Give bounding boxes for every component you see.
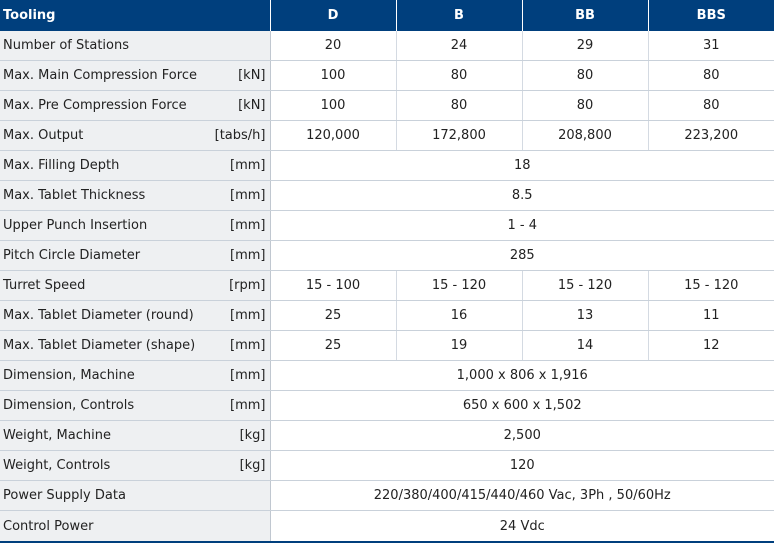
table-row <box>0 241 774 271</box>
row-unit: [mm] <box>230 398 266 413</box>
value-cell-merged: 1,000 x 806 x 1,916 <box>270 361 774 391</box>
row-label-cell <box>0 151 270 181</box>
value-cell: 24 <box>396 31 522 61</box>
row-unit: [mm] <box>230 248 266 263</box>
row-label-wrap <box>3 398 266 413</box>
row-label: Max. Output <box>3 128 84 143</box>
row-label-wrap <box>3 158 266 173</box>
value-cell: 80 <box>648 61 774 91</box>
value-cell-merged: 2,500 <box>270 421 774 451</box>
row-label-cell <box>0 271 270 301</box>
value-cell-merged: 120 <box>270 451 774 481</box>
value-cell-merged: 285 <box>270 241 774 271</box>
row-label-cell <box>0 121 270 151</box>
row-label-cell <box>0 451 270 481</box>
row-unit: [tabs/h] <box>214 128 266 143</box>
row-label: Turret Speed <box>3 278 86 293</box>
row-unit: [rpm] <box>229 278 266 293</box>
row-label-cell <box>0 241 270 271</box>
header-col-d: D <box>270 0 396 31</box>
header-col-b: B <box>396 0 522 31</box>
value-cell-merged: 24 Vdc <box>270 511 774 543</box>
value-cell: 25 <box>270 331 396 361</box>
value-cell: 208,800 <box>522 121 648 151</box>
row-label-cell <box>0 511 270 543</box>
row-unit: [mm] <box>230 338 266 353</box>
row-label: Max. Filling Depth <box>3 158 120 173</box>
row-label-cell <box>0 481 270 511</box>
row-label-wrap <box>3 188 266 203</box>
table-row <box>0 151 774 181</box>
value-cell-merged: 1 - 4 <box>270 211 774 241</box>
value-cell: 11 <box>648 301 774 331</box>
value-cell-merged: 18 <box>270 151 774 181</box>
row-label: Dimension, Machine <box>3 368 135 383</box>
row-label-cell <box>0 211 270 241</box>
row-label-cell <box>0 181 270 211</box>
header-col-bbs: BBS <box>648 0 774 31</box>
row-label-wrap <box>3 428 266 443</box>
value-cell: 120,000 <box>270 121 396 151</box>
value-cell: 80 <box>522 91 648 121</box>
row-label-cell <box>0 91 270 121</box>
value-cell-merged: 8.5 <box>270 181 774 211</box>
value-cell: 15 - 120 <box>396 271 522 301</box>
row-unit: [kg] <box>239 428 266 443</box>
row-unit: [mm] <box>230 158 266 173</box>
value-cell: 80 <box>396 91 522 121</box>
value-cell: 80 <box>522 61 648 91</box>
row-label: Power Supply Data <box>3 488 126 503</box>
table-row <box>0 271 774 301</box>
table-header <box>0 0 774 31</box>
table-body <box>0 31 774 542</box>
row-label-wrap <box>3 519 266 534</box>
row-label-wrap <box>3 368 266 383</box>
table-row <box>0 331 774 361</box>
table-row <box>0 511 774 543</box>
row-label-wrap <box>3 218 266 233</box>
value-cell: 15 - 100 <box>270 271 396 301</box>
table-row <box>0 181 774 211</box>
value-cell-merged: 650 x 600 x 1,502 <box>270 391 774 421</box>
row-label: Upper Punch Insertion <box>3 218 148 233</box>
row-label: Weight, Controls <box>3 458 111 473</box>
row-label-cell <box>0 331 270 361</box>
row-unit: [kN] <box>238 68 266 83</box>
header-row <box>0 0 774 31</box>
row-label-cell <box>0 391 270 421</box>
row-label-wrap <box>3 68 266 83</box>
value-cell: 223,200 <box>648 121 774 151</box>
value-cell: 100 <box>270 91 396 121</box>
row-label: Max. Main Compression Force <box>3 68 197 83</box>
table-row <box>0 391 774 421</box>
value-cell: 80 <box>648 91 774 121</box>
row-unit: [kg] <box>239 458 266 473</box>
row-label: Control Power <box>3 518 94 534</box>
row-label-wrap <box>3 338 266 353</box>
table-row <box>0 481 774 511</box>
row-label-wrap <box>3 308 266 323</box>
value-cell: 15 - 120 <box>522 271 648 301</box>
row-label: Max. Pre Compression Force <box>3 98 187 113</box>
table-row <box>0 361 774 391</box>
value-cell-merged: 220/380/400/415/440/460 Vac, 3Ph , 50/60Hz <box>270 481 774 511</box>
row-label: Dimension, Controls <box>3 398 135 413</box>
value-cell: 14 <box>522 331 648 361</box>
table-row <box>0 61 774 91</box>
row-unit: [kN] <box>238 98 266 113</box>
header-col-bb: BB <box>522 0 648 31</box>
table-row <box>0 211 774 241</box>
row-label-cell <box>0 31 270 61</box>
row-label: Pitch Circle Diameter <box>3 248 141 263</box>
value-cell: 25 <box>270 301 396 331</box>
row-label-wrap <box>3 248 266 263</box>
row-label-wrap <box>3 488 266 503</box>
row-label: Max. Tablet Thickness <box>3 188 146 203</box>
value-cell: 31 <box>648 31 774 61</box>
header-tooling: Tooling <box>0 0 270 31</box>
table-row <box>0 451 774 481</box>
value-cell: 29 <box>522 31 648 61</box>
row-label: Number of Stations <box>3 38 130 53</box>
row-unit: [mm] <box>230 188 266 203</box>
row-label: Max. Tablet Diameter (shape) <box>3 338 196 353</box>
value-cell: 80 <box>396 61 522 91</box>
row-label-wrap <box>3 128 266 143</box>
value-cell: 20 <box>270 31 396 61</box>
value-cell: 13 <box>522 301 648 331</box>
row-label-wrap <box>3 458 266 473</box>
row-unit: [mm] <box>230 368 266 383</box>
table-row <box>0 31 774 61</box>
row-label-cell <box>0 361 270 391</box>
table-row <box>0 121 774 151</box>
row-label-wrap <box>3 38 266 53</box>
table-row <box>0 301 774 331</box>
row-label: Max. Tablet Diameter (round) <box>3 308 194 323</box>
row-label: Weight, Machine <box>3 428 111 443</box>
value-cell: 100 <box>270 61 396 91</box>
row-label-wrap <box>3 98 266 113</box>
row-label-cell <box>0 61 270 91</box>
value-cell: 15 - 120 <box>648 271 774 301</box>
value-cell: 12 <box>648 331 774 361</box>
row-label-cell <box>0 421 270 451</box>
row-unit: [mm] <box>230 308 266 323</box>
value-cell: 172,800 <box>396 121 522 151</box>
table-row <box>0 421 774 451</box>
value-cell: 16 <box>396 301 522 331</box>
row-label-wrap <box>3 278 266 293</box>
row-label-cell <box>0 301 270 331</box>
table-row <box>0 91 774 121</box>
row-unit: [mm] <box>230 218 266 233</box>
value-cell: 19 <box>396 331 522 361</box>
